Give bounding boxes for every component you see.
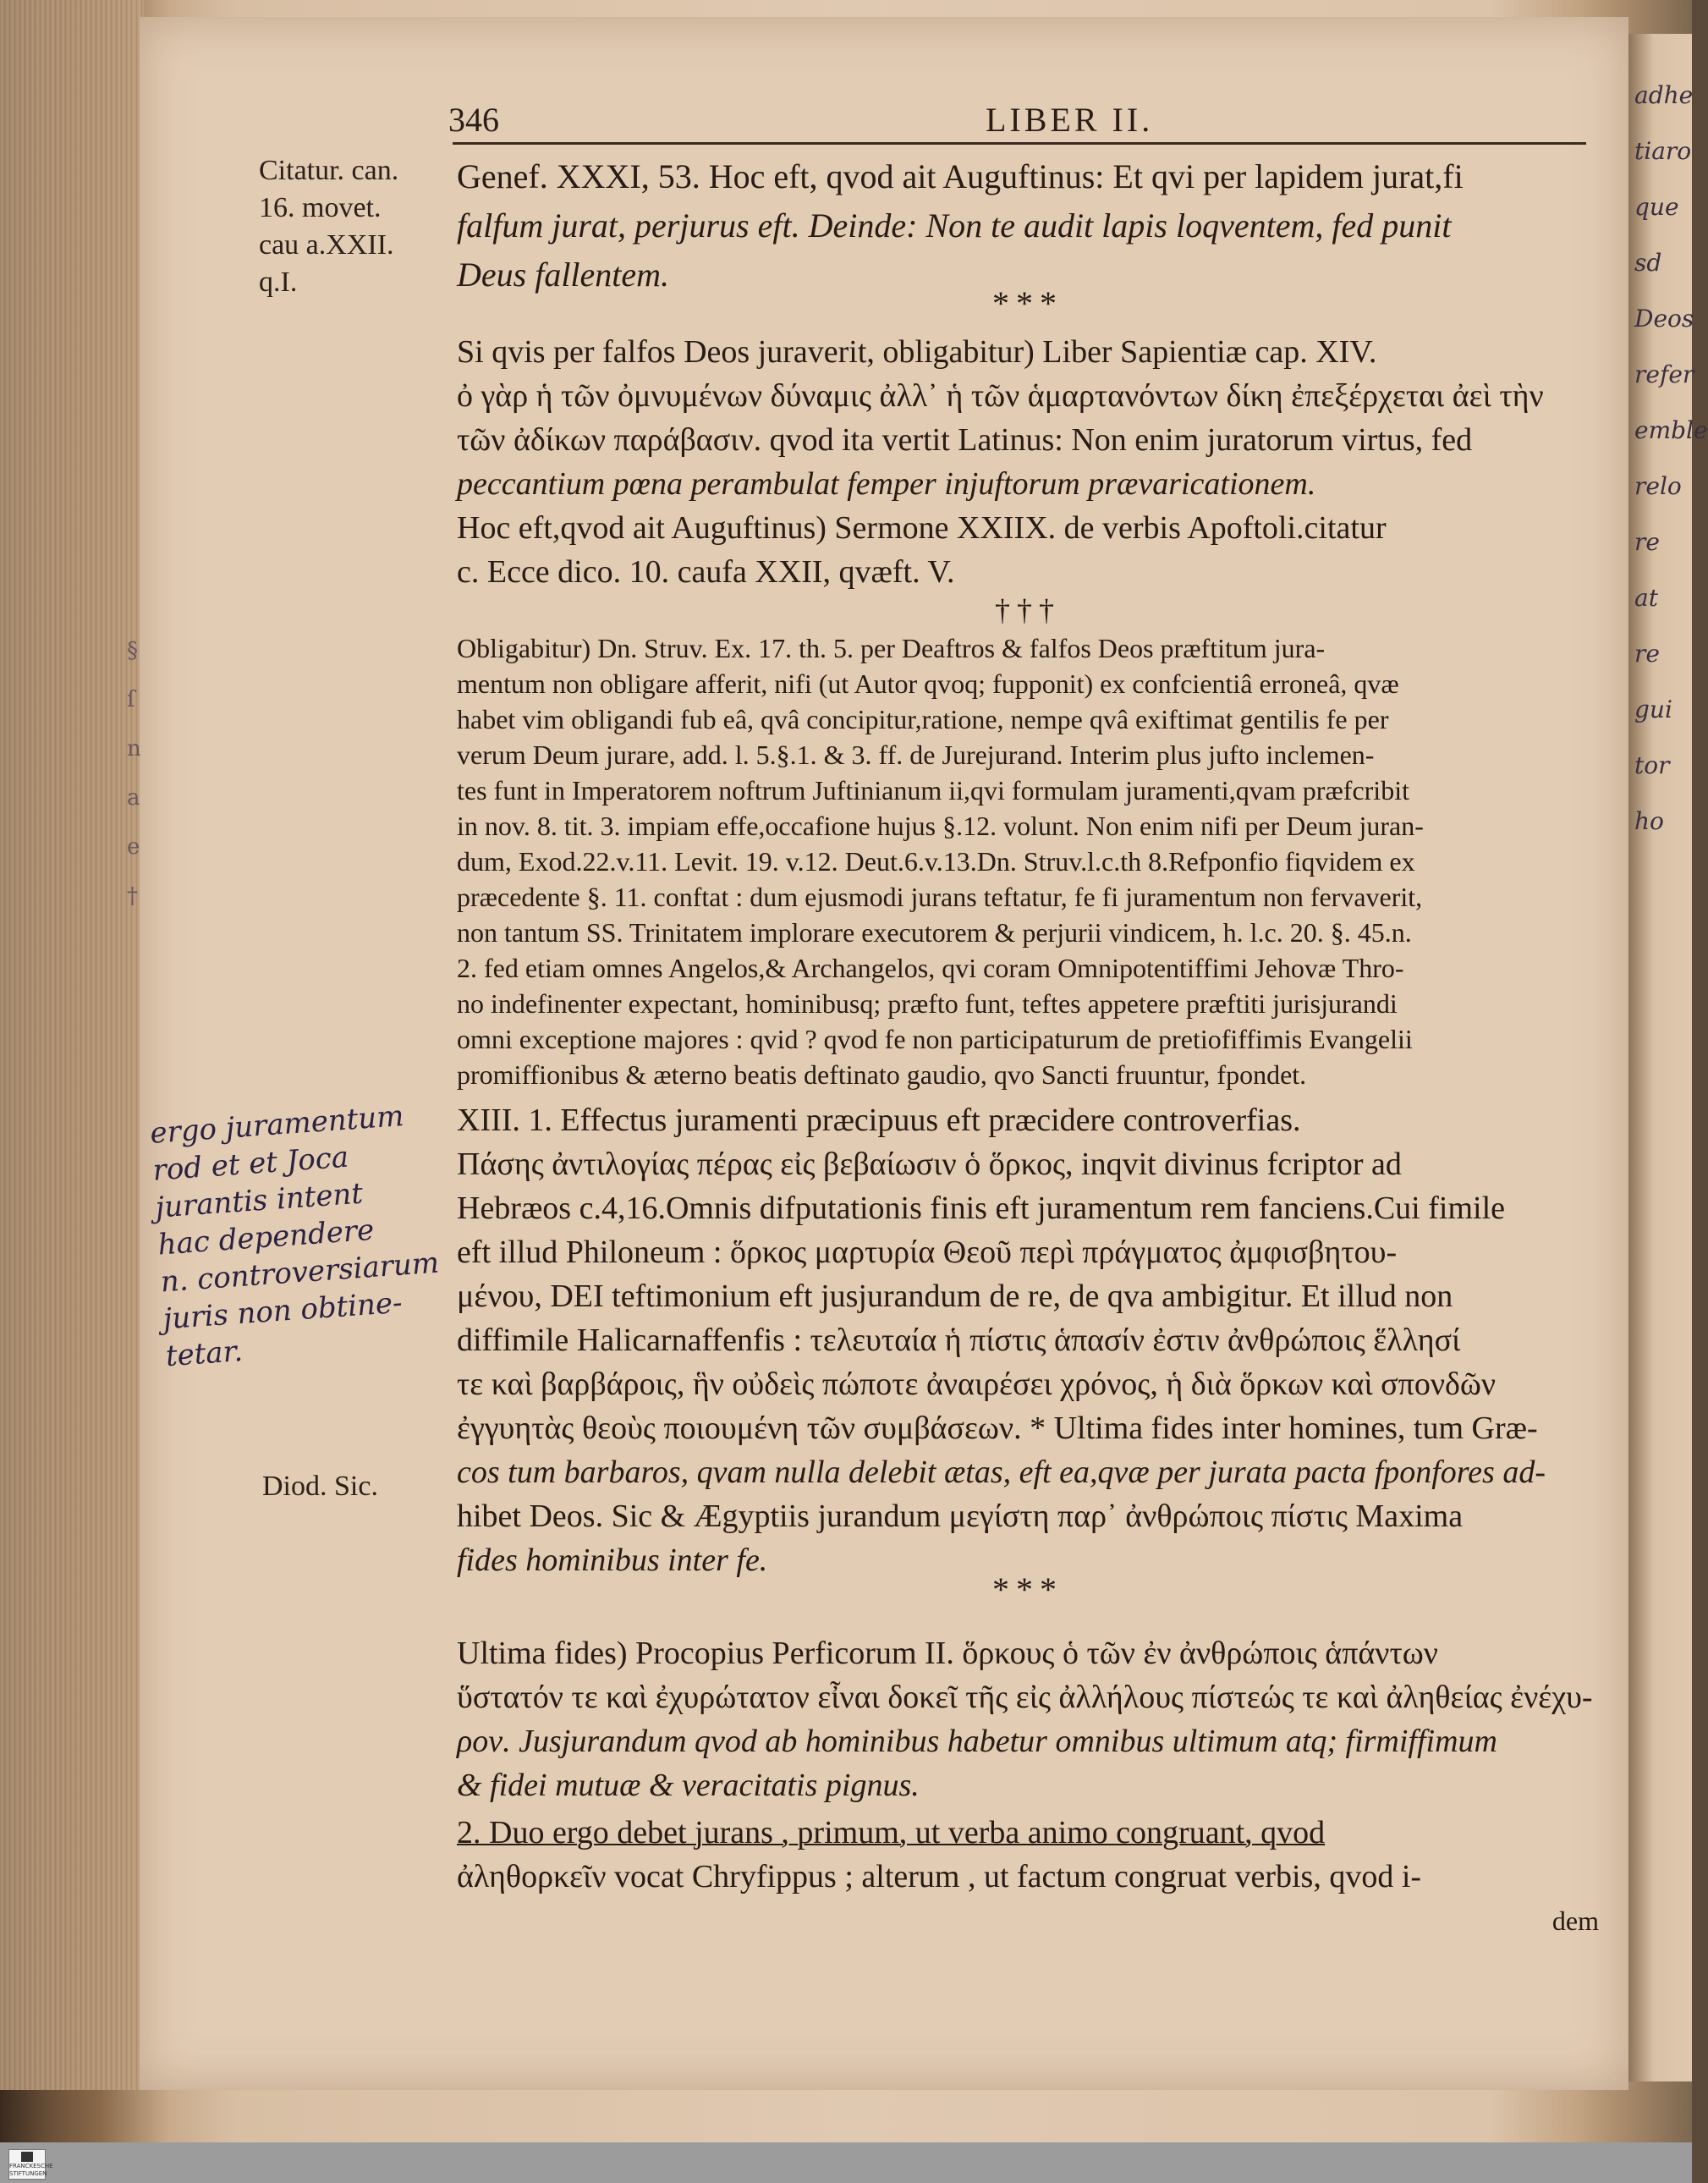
text-line: falfum jurat, perjurus eft. Deinde: Non te audit lapis loqventem, fed punit — [457, 206, 1452, 245]
text-line: Hebræos c.4,16.Omnis difputationis finis eft juramentum rem fanciens.Cui fimile — [457, 1190, 1505, 1226]
text-line: & fidei mutuæ & veracitatis pignus. — [457, 1768, 920, 1803]
text-line: promiffionibus & æterno beatis deftinato gaudio, qvo Sancti fruuntur, fpondet. — [457, 1059, 1307, 1090]
text-line: tes funt in Imperatorem noftrum Juftinianum ii,qvi formulam juramenti,qvam præfcribit — [457, 775, 1409, 806]
text-line: cos tum barbaros, qvam nulla delebit ætas, eft ea,qvæ per jurata pacta fponfores ad- — [457, 1454, 1546, 1490]
text-line: μένου, DEI teftimonium eft jusjurandum de re, de qva ambigitur. Et illud non — [457, 1278, 1453, 1314]
text-line: mentum non obligare afferit, nifi (ut Autor qvoq; fupponit) ex confcientiâ erroneâ, qvæ — [457, 668, 1399, 699]
asterism: *** — [992, 1570, 1063, 1608]
text-line: diffimile Halicarnaffenfis : τελευταία ἡ πίστις ἁπασίν ἐστιν ἀνθρώποις ἕλλησί — [457, 1322, 1461, 1358]
text-line: non tantum SS. Trinitatem implorare executorem & perjurii vindicem, h. l.c. 20. §. 45.n. — [457, 917, 1412, 948]
margin-citation-line: Citatur. can. — [259, 155, 399, 186]
library-logo-text: FRANCKESCHE STIFTUNGEN — [9, 2163, 53, 2177]
text-line: 2. fed etiam omnes Angelos,& Archangelos, qvi coram Omnipotentiffimi Jehovæ Thro- — [457, 953, 1404, 983]
book-page-edges — [0, 0, 144, 2090]
text-line: omni exceptione majores : qvid ? qvod fe non participaturum de pretiofiffimis Evangelii — [457, 1024, 1413, 1054]
text-line: in nov. 8. tit. 3. impiam effe,occafione hujus §.12. volunt. Non enim nifi per Deum juran- — [457, 811, 1424, 841]
paragraph-7 — [457, 1811, 1599, 1943]
text-line: Genef. XXXI, 53. Hoc eft, qvod ait Auguftinus: Et qvi per lapidem jurat,fi — [457, 157, 1464, 195]
text-line: eft illud Philoneum : ὅρκος μαρτυρία Θεοῦ περὶ πράγματος ἀμφισβητου- — [457, 1234, 1398, 1270]
margin-diod: Diod. Sic. — [262, 1471, 378, 1502]
library-logo — [8, 2149, 53, 2180]
text-line: τῶν ἀδίκων παράβασιν. qvod ita vertit Latinus: Non enim juratorum virtus, fed — [457, 422, 1473, 458]
margin-citation-line: 16. movet. — [259, 192, 382, 223]
paragraph-6 — [457, 1631, 1599, 1807]
text-line: hibet Deos. Sic & Ægyptiis jurandum μεγίστη παρ᾽ ἀνθρώποις πίστις Maxima — [457, 1498, 1464, 1534]
text-line: Πάσης ἀντιλογίας πέρας εἰς βεβαίωσιν ὁ ὅρκος, inqvit divinus fcriptor ad — [457, 1146, 1402, 1182]
header-rule — [453, 142, 1586, 145]
facing-page-handwriting: adhe tiaro que sd Deos refer emble relo re at re gui tor ho — [1634, 81, 1708, 835]
text-line: XIII. 1. Effectus juramenti præcipuus eft præcidere controverfias. — [457, 1102, 1301, 1138]
text-line: Obligabitur) Dn. Struv. Ex. 17. th. 5. per Deaftros & falfos Deos præftitum jura- — [457, 633, 1326, 663]
text-line: peccantium pœna perambulat femper injuftorum prævaricationem. — [457, 466, 1316, 502]
text-line: ὀ γὰρ ἡ τῶν ὀμνυμένων δύναμις ἀλλ᾽ ἡ τῶν ἁμαρτανόντων δίκη ἐπεξέρχεται ἀεὶ τὴν — [457, 378, 1544, 414]
margin-citation — [259, 152, 453, 301]
paragraph-2 — [457, 330, 1599, 506]
text-line: Deus fallentem. — [457, 256, 670, 294]
paragraph-5 — [457, 1098, 1599, 1582]
asterism: *** — [992, 284, 1063, 322]
text-line: fides hominibus inter fe. — [457, 1542, 768, 1578]
paragraph-3 — [457, 506, 1599, 594]
text-line: Hoc eft,qvod ait Auguftinus) Sermone XXIIX. de verbis Apoftoli.citatur — [457, 510, 1387, 546]
text-line: ἐγγυητὰς θεοὺς ποιουμένη τῶν συμβάσεων. * Ultima fides inter homines, tum Græ- — [457, 1410, 1538, 1446]
viewer-footer-bar — [0, 2142, 1692, 2183]
crosses: ††† — [995, 593, 1061, 627]
text-line: c. Ecce dico. 10. caufa XXII, qvæft. V. — [457, 554, 955, 590]
running-head: LIBER II. — [986, 101, 1154, 139]
text-line: habet vim obligandi fub eâ, qvâ concipitur,ratione, nempe qvâ exiftimat gentilis fe per — [457, 704, 1389, 734]
margin-ink-marks: § ſ n a e † — [127, 638, 141, 909]
page-number: 346 — [448, 101, 499, 139]
text-line: 2. Duo ergo debet jurans , primum, ut verba animo congruant, qvod — [457, 1815, 1326, 1850]
margin-citation-line: q.I. — [259, 267, 298, 298]
text-line: ὕστατόν τε καὶ ἐχυρώτατον εἶναι δοκεῖ τῆς εἰς ἀλλήλους πίστεώς τε καὶ ἀληθείας ἐνέχυ- — [457, 1680, 1593, 1715]
text-line: dum, Exod.22.v.11. Levit. 19. v.12. Deut.6.v.13.Dn. Struv.l.c.th 8.Refponfio fiqvidem ex — [457, 846, 1415, 877]
margin-citation-line: cau a.XXII. — [259, 229, 394, 261]
text-line: verum Deum jurare, add. l. 5.§.1. & 3. ff. de Jurejurand. Interim plus jufto inclemen- — [457, 740, 1375, 770]
text-line: ρον. Jusjurandum qvod ab hominibus habetur omnibus ultimum atq; firmiffimum — [457, 1724, 1497, 1759]
text-line: τε καὶ βαρβάροις, ἣν οὐδεὶς πώποτε ἀναιρέσει χρόνος, ἡ διὰ ὅρκων καὶ σπονδῶν — [457, 1366, 1497, 1402]
text-line: no indefinenter expectant, hominibusq; præfto funt, teftes appetere præftiti jurisjurandi — [457, 988, 1398, 1019]
paragraph-4-note — [457, 630, 1599, 1092]
text-line: Si qvis per falfos Deos juraverit, obligabitur) Liber Sapientiæ cap. XIV. — [457, 334, 1377, 370]
text-line: ἀληθορκεῖν vocat Chryfippus ; alterum , ut factum congruat verbis, qvod i- — [457, 1859, 1422, 1894]
library-logo-icon — [21, 2152, 33, 2162]
handwritten-margin-note: ergo juramentum rod et et Joca jurantis intent hac dependere n. controversiarum juris non obtine- tetar. — [149, 1099, 441, 1374]
text-line: præcedente §. 11. conftat : dum ejusmodi jurans teftatur, fe fi juramentum non fervaverit, — [457, 882, 1423, 912]
text-line: Ultima fides) Procopius Perficorum II. ὅρκους ὁ τῶν ἐν ἀνθρώποις ἁπάντων — [457, 1636, 1438, 1671]
paragraph-1 — [457, 152, 1599, 300]
text-line: dem — [1551, 1905, 1599, 1936]
